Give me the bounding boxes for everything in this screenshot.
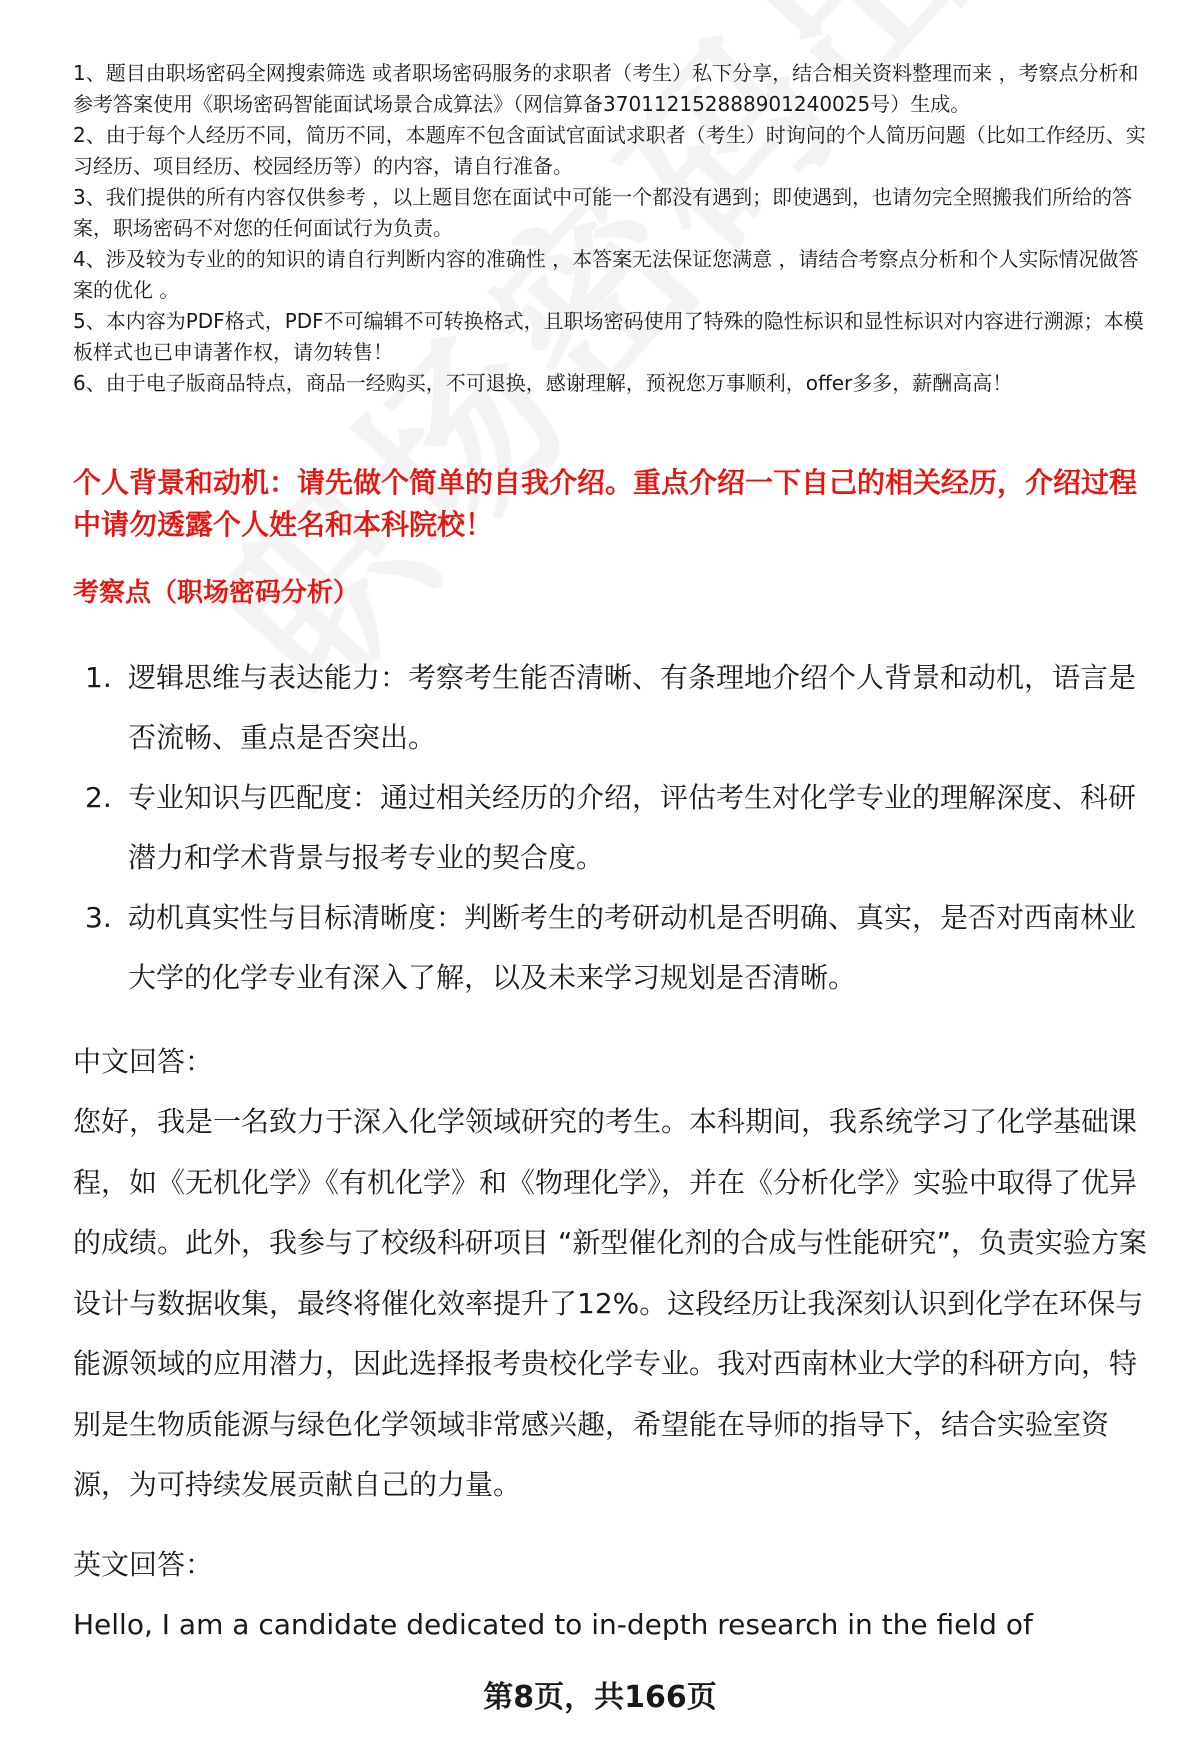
disclaimer-item: 5、本内容为PDF格式，PDF不可编辑不可转换格式，且职场密码使用了特殊的隐性标识和显性标识对内容进行溯源；本模板样式也已申请著作权，请勿转售！ bbox=[73, 309, 1144, 364]
english-answer-label: 英文回答： bbox=[73, 1548, 214, 1581]
point-text: 动机真实性与目标清晰度：判断考生的考研动机是否明确、真实，是否对西南林业大学的化学专业有深入了解，以及未来学习规划是否清晰。 bbox=[128, 901, 1137, 994]
english-answer-text: Hello, I am a candidate dedicated to in-depth research in the field of bbox=[73, 1608, 1033, 1641]
point-number: 3. bbox=[85, 901, 112, 934]
point-number: 2. bbox=[85, 781, 112, 814]
analysis-point bbox=[73, 888, 1153, 1008]
chinese-answer-label: 中文回答： bbox=[73, 1045, 214, 1078]
analysis-points bbox=[73, 648, 1153, 1008]
disclaimer-item: 3、我们提供的所有内容仅供参考 ，以上题目您在面试中可能一个都没有遇到；即使遇到，也请勿完全照搬我们所给的答案，职场密码不对您的任何面试行为负责。 bbox=[73, 185, 1133, 240]
disclaimer-item: 6、由于电子版商品特点，商品一经购买，不可退换，感谢理解，预祝您万事顺利，offer多多，薪酬高高！ bbox=[73, 371, 1013, 395]
disclaimer-item: 1、题目由职场密码全网搜索筛选 或者职场密码服务的求职者（考生）私下分享，结合相关资料整理而来 ，考察点分析和参考答案使用《职场密码智能面试场景合成算法》（网信算备370112152888901240025号）生成。 bbox=[73, 61, 1139, 116]
point-text: 逻辑思维与表达能力：考察考生能否清晰、有条理地介绍个人背景和动机，语言是否流畅、重点是否突出。 bbox=[128, 661, 1137, 754]
page-number: 第8页，共166页 bbox=[483, 1680, 717, 1715]
analysis-point bbox=[73, 648, 1153, 768]
disclaimer-item: 4、涉及较为专业的的知识的请自行判断内容的准确性 ，本答案无法保证您满意 ，请结合考察点分析和个人实际情况做答案的优化 。 bbox=[73, 247, 1139, 302]
point-number: 1. bbox=[85, 661, 112, 694]
disclaimer-block bbox=[73, 58, 1153, 399]
point-text: 专业知识与匹配度：通过相关经历的介绍，评估考生对化学专业的理解深度、科研潜力和学术背景与报考专业的契合度。 bbox=[128, 781, 1137, 874]
analysis-title: 考察点（职场密码分析） bbox=[73, 578, 360, 608]
disclaimer-item: 2、由于每个人经历不同，简历不同，本题库不包含面试官面试求职者（考生）时询问的个人简历问题（比如工作经历、实习经历、项目经历、校园经历等）的内容，请自行准备。 bbox=[73, 123, 1146, 178]
question-heading: 个人背景和动机：请先做个简单的自我介绍。重点介绍一下自己的相关经历，介绍过程中请勿透露个人姓名和本科院校！ bbox=[73, 466, 1138, 541]
analysis-point bbox=[73, 768, 1153, 888]
chinese-answer-text: 您好，我是一名致力于深入化学领域研究的考生。本科期间，我系统学习了化学基础课程，如《无机化学》《有机化学》和《物理化学》，并在《分析化学》实验中取得了优异的成绩。此外，我参与了校级科研项目 “新型催化剂的合成与性能研究”，负责实验方案设计与数据收集，最终将催化效率提升了12%。这段经历让我深刻认识到化学在环保与能源领域的应用潜力，因此选择报考贵校化学专业。我对西南林业大学的科研方向，特别是生物质能源与绿色化学领域非常感兴趣，希望能在导师的指导下，结合实验室资源，为可持续发展贡献自己的力量。 bbox=[73, 1105, 1147, 1501]
